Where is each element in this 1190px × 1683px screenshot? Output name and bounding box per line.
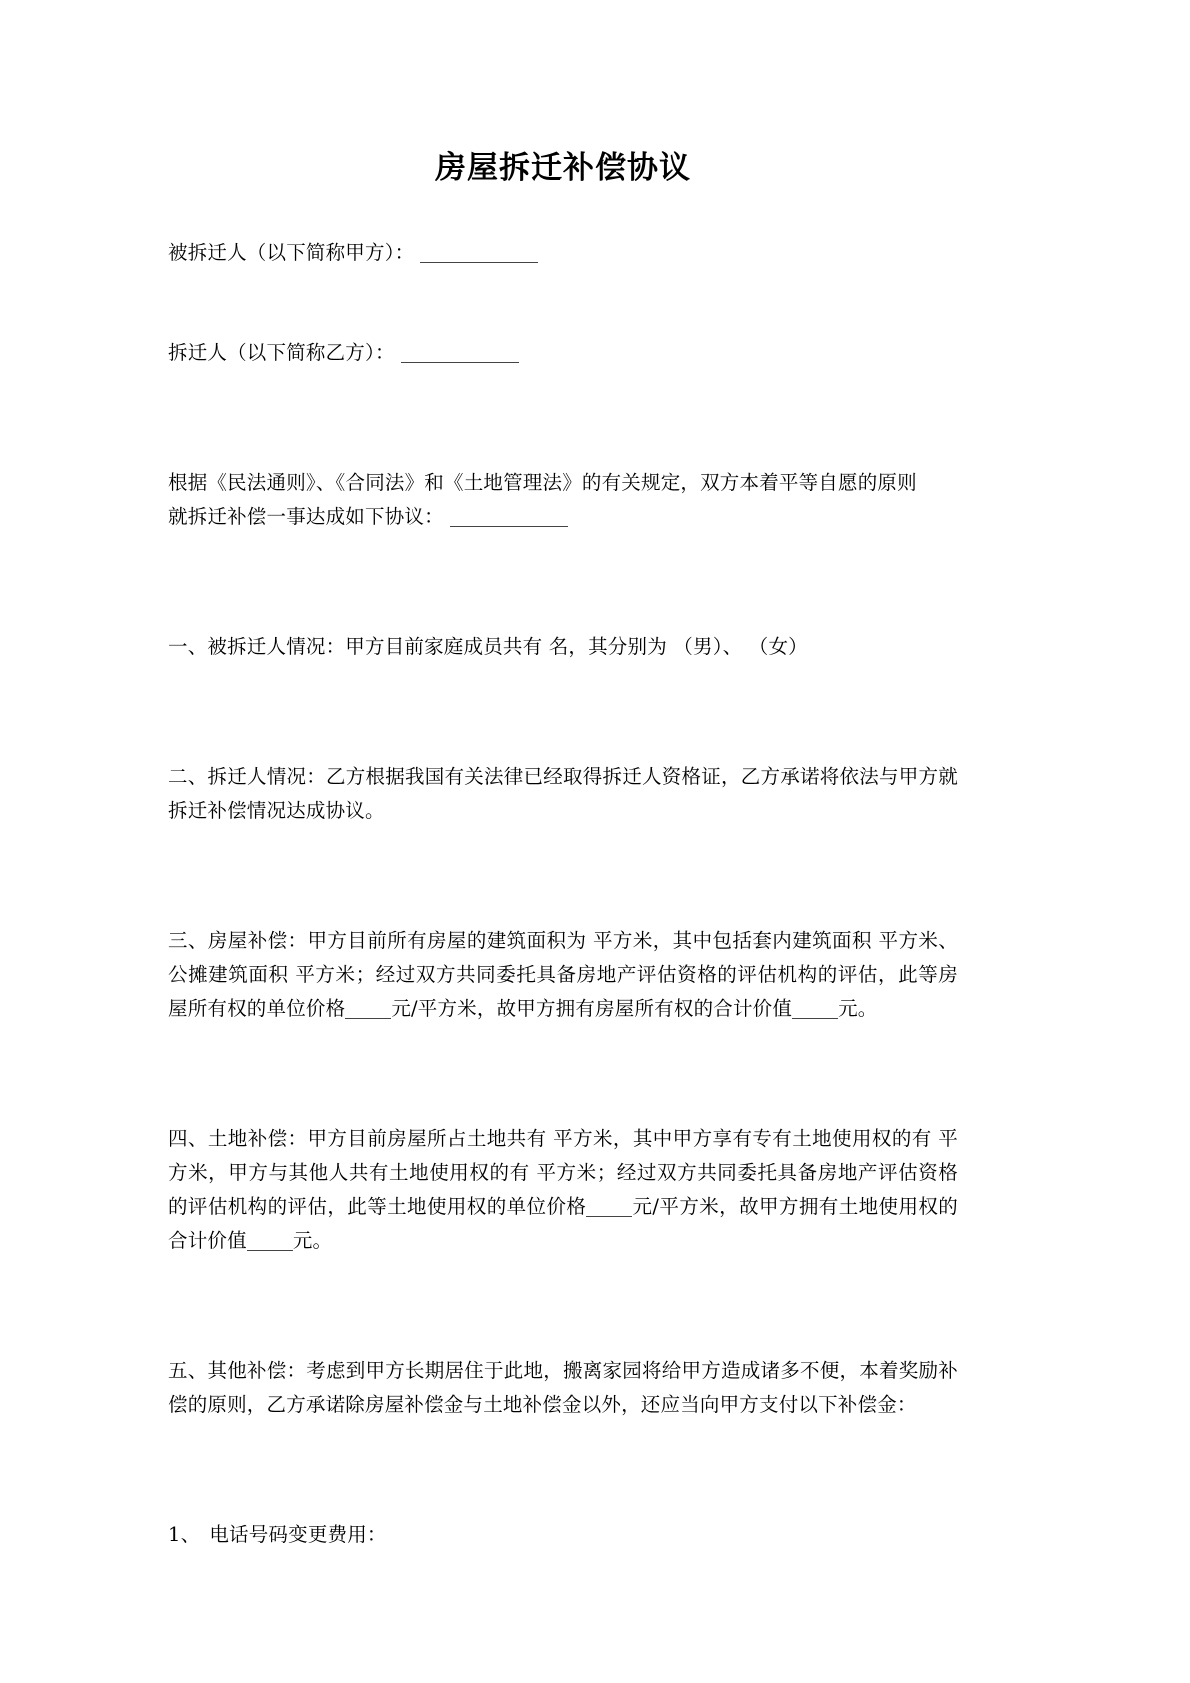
party-a-label: 被拆迁人（以下简称甲方）： <box>168 240 415 264</box>
preamble-line-2: 就拆迁补偿一事达成如下协议： <box>168 504 444 528</box>
spacer <box>168 1258 958 1354</box>
sub-item-1-number: 1、 <box>168 1522 201 1546</box>
spacer <box>168 1422 958 1518</box>
clause-3-part-3: 元。 <box>838 996 878 1020</box>
clause-2: 二、拆迁人情况：乙方根据我国有关法律已经取得拆迁人资格证，乙方承诺将依法与甲方就拆迁补偿情况达成协议。 <box>168 764 958 822</box>
clause-4-total-value-blank[interactable] <box>247 1250 293 1251</box>
preamble-paragraph <box>168 466 958 534</box>
spacer <box>168 190 958 236</box>
party-a-line <box>168 236 958 270</box>
clause-4-part-2: 元/平方米，故甲方拥有土地使用权的合计价值 <box>168 1194 958 1252</box>
page-title: 房屋拆迁补偿协议 <box>435 150 691 186</box>
party-b-line <box>168 336 958 370</box>
party-b-label: 拆迁人（以下简称乙方）： <box>168 340 395 364</box>
spacer <box>168 828 958 924</box>
clause-3-total-value-blank[interactable] <box>792 1018 838 1019</box>
preamble-blank-field[interactable] <box>450 526 568 527</box>
sub-item-1 <box>168 1518 958 1552</box>
clause-4 <box>168 1122 958 1258</box>
document-body <box>168 0 958 1552</box>
clause-5: 五、其他补偿：考虑到甲方长期居住于此地，搬离家园将给甲方造成诸多不便，本着奖励补偿的原则，乙方承诺除房屋补偿金与土地补偿金以外，还应当向甲方支付以下补偿金： <box>168 1358 958 1416</box>
clause-4-part-1: 四、土地补偿：甲方目前房屋所占土地共有 平方米，其中甲方享有专有土地使用权的有 平方米，甲方与其他人共有土地使用权的有 平方米；经过双方共同委托具备房地产评估资格的评估机构的评估，此等土地使用权的单位价格 <box>168 1126 958 1218</box>
clause-1: 一、被拆迁人情况：甲方目前家庭成员共有 名，其分别为 （男）、 （女） <box>168 634 808 658</box>
spacer <box>168 270 958 336</box>
clause-3-part-2: 元/平方米，故甲方拥有房屋所有权的合计价值 <box>391 996 793 1020</box>
spacer <box>168 370 958 466</box>
clause-3-part-1: 三、房屋补偿：甲方目前所有房屋的建筑面积为 平方米，其中包括套内建筑面积 平方米、公摊建筑面积 平方米；经过双方共同委托具备房地产评估资格的评估机构的评估，此等房屋所有权的单位价格 <box>168 928 958 1020</box>
spacer <box>168 534 958 630</box>
clause-4-unit-price-blank[interactable] <box>586 1216 632 1217</box>
clause-4-part-3: 元。 <box>292 1228 333 1252</box>
party-b-blank-field[interactable] <box>401 362 519 363</box>
sub-item-1-text: 电话号码变更费用： <box>209 1522 387 1546</box>
clause-3 <box>168 924 958 1026</box>
party-a-blank-field[interactable] <box>420 262 538 263</box>
spacer <box>168 664 958 760</box>
spacer <box>168 1026 958 1122</box>
preamble-line-1: 根据《民法通则》、《合同法》和《土地管理法》的有关规定，双方本着平等自愿的原则 <box>168 470 917 494</box>
clause-3-unit-price-blank[interactable] <box>345 1018 391 1019</box>
